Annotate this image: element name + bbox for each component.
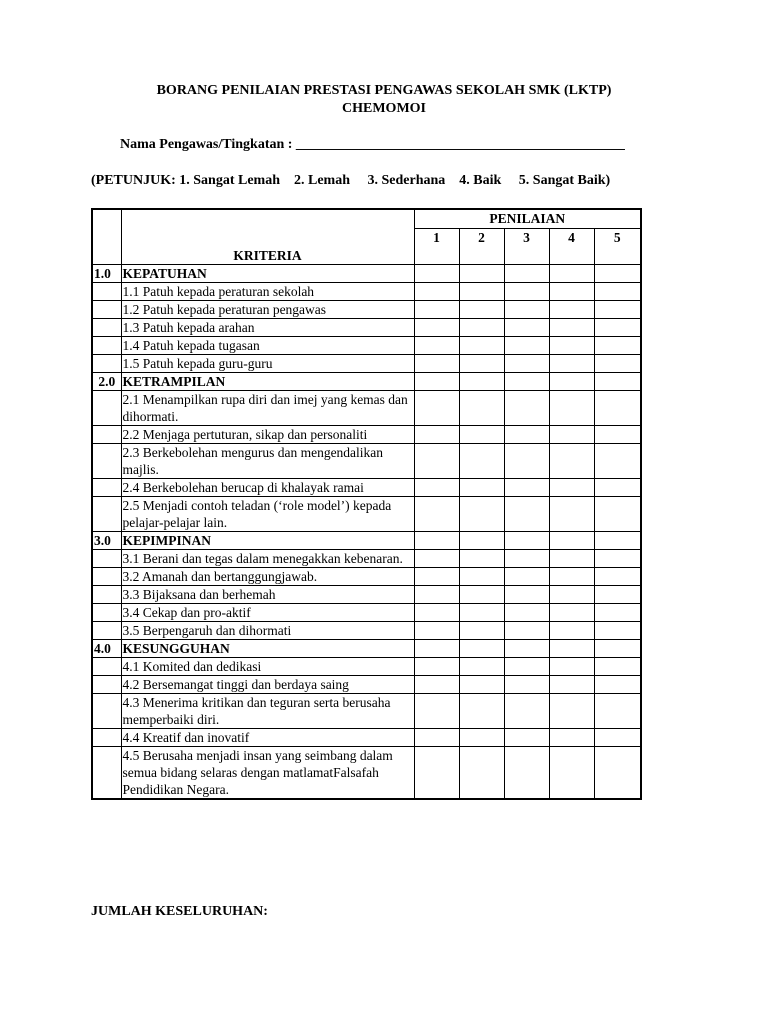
row-number	[92, 675, 121, 693]
criteria-row	[92, 549, 641, 567]
score-cell-5[interactable]	[594, 336, 641, 354]
score-cell-1[interactable]	[414, 300, 459, 318]
score-cell-2[interactable]	[459, 372, 504, 390]
row-number	[92, 282, 121, 300]
score-cell-5[interactable]	[594, 603, 641, 621]
row-number	[92, 390, 121, 425]
section-title: KESUNGGUHAN	[121, 639, 414, 657]
row-number	[92, 336, 121, 354]
criteria-row	[92, 657, 641, 675]
row-number	[92, 693, 121, 728]
row-number	[92, 621, 121, 639]
score-cell-5[interactable]	[594, 531, 641, 549]
score-cell-2[interactable]	[459, 728, 504, 746]
row-number	[92, 657, 121, 675]
score-cell-2[interactable]	[459, 675, 504, 693]
score-cell-4[interactable]	[549, 693, 594, 728]
score-cell-2[interactable]	[459, 639, 504, 657]
criteria-text: 2.3 Berkebolehan mengurus dan mengendalikan majlis.	[121, 443, 414, 478]
score-cell-3[interactable]	[504, 693, 549, 728]
score-cell-1[interactable]	[414, 282, 459, 300]
score-header-2: 2	[459, 228, 504, 264]
score-cell-3[interactable]	[504, 264, 549, 282]
criteria-row	[92, 675, 641, 693]
score-cell-4[interactable]	[549, 621, 594, 639]
score-cell-5[interactable]	[594, 425, 641, 443]
score-cell-4[interactable]	[549, 496, 594, 531]
score-cell-3[interactable]	[504, 585, 549, 603]
criteria-row	[92, 746, 641, 799]
score-cell-2[interactable]	[459, 425, 504, 443]
section-title: KEPIMPINAN	[121, 531, 414, 549]
criteria-row	[92, 621, 641, 639]
score-cell-5[interactable]	[594, 496, 641, 531]
score-cell-4[interactable]	[549, 675, 594, 693]
criteria-text: 2.4 Berkebolehan berucap di khalayak ramai	[121, 478, 414, 496]
score-cell-5[interactable]	[594, 443, 641, 478]
criteria-text: 4.4 Kreatif dan inovatif	[121, 728, 414, 746]
row-number: 2.0	[92, 372, 121, 390]
criteria-text: 2.5 Menjadi contoh teladan (‘role model’) kepada pelajar-pelajar lain.	[121, 496, 414, 531]
score-cell-1[interactable]	[414, 657, 459, 675]
score-cell-1[interactable]	[414, 746, 459, 799]
score-cell-2[interactable]	[459, 549, 504, 567]
score-cell-1[interactable]	[414, 318, 459, 336]
score-cell-4[interactable]	[549, 603, 594, 621]
section-title: KEPATUHAN	[121, 264, 414, 282]
score-cell-2[interactable]	[459, 496, 504, 531]
score-cell-5[interactable]	[594, 675, 641, 693]
row-number	[92, 746, 121, 799]
row-number	[92, 425, 121, 443]
total-score-label: JUMLAH KESELURUHAN:	[91, 904, 268, 919]
score-cell-3[interactable]	[504, 621, 549, 639]
score-cell-4[interactable]	[549, 549, 594, 567]
score-cell-3[interactable]	[504, 603, 549, 621]
criteria-row	[92, 336, 641, 354]
score-cell-5[interactable]	[594, 621, 641, 639]
score-cell-1[interactable]	[414, 496, 459, 531]
penilaian-header: PENILAIAN	[414, 209, 641, 228]
criteria-row	[92, 567, 641, 585]
score-cell-4[interactable]	[549, 318, 594, 336]
score-cell-2[interactable]	[459, 657, 504, 675]
section-title: KETRAMPILAN	[121, 372, 414, 390]
criteria-text: 3.2 Amanah dan bertanggungjawab.	[121, 567, 414, 585]
score-cell-3[interactable]	[504, 372, 549, 390]
score-cell-5[interactable]	[594, 728, 641, 746]
score-cell-3[interactable]	[504, 425, 549, 443]
score-cell-2[interactable]	[459, 531, 504, 549]
criteria-row	[92, 693, 641, 728]
score-cell-3[interactable]	[504, 354, 549, 372]
criteria-row	[92, 443, 641, 478]
criteria-text: 3.5 Berpengaruh dan dihormati	[121, 621, 414, 639]
score-cell-4[interactable]	[549, 264, 594, 282]
criteria-row	[92, 390, 641, 425]
score-cell-4[interactable]	[549, 300, 594, 318]
row-number: 4.0	[92, 639, 121, 657]
score-cell-3[interactable]	[504, 675, 549, 693]
score-cell-2[interactable]	[459, 300, 504, 318]
row-number	[92, 549, 121, 567]
score-cell-4[interactable]	[549, 336, 594, 354]
criteria-text: 4.3 Menerima kritikan dan teguran serta berusaha memperbaiki diri.	[121, 693, 414, 728]
section-row	[92, 639, 641, 657]
score-cell-2[interactable]	[459, 478, 504, 496]
score-cell-2[interactable]	[459, 282, 504, 300]
score-cell-4[interactable]	[549, 585, 594, 603]
score-cell-4[interactable]	[549, 282, 594, 300]
section-row	[92, 531, 641, 549]
score-cell-1[interactable]	[414, 264, 459, 282]
criteria-row	[92, 496, 641, 531]
criteria-row	[92, 282, 641, 300]
criteria-text: 3.1 Berani dan tegas dalam menegakkan kebenaran.	[121, 549, 414, 567]
score-cell-4[interactable]	[549, 531, 594, 549]
score-cell-1[interactable]	[414, 354, 459, 372]
criteria-row	[92, 300, 641, 318]
score-cell-1[interactable]	[414, 621, 459, 639]
score-cell-5[interactable]	[594, 354, 641, 372]
score-cell-1[interactable]	[414, 603, 459, 621]
row-number	[92, 496, 121, 531]
row-number	[92, 567, 121, 585]
score-cell-2[interactable]	[459, 390, 504, 425]
score-cell-4[interactable]	[549, 443, 594, 478]
score-cell-5[interactable]	[594, 478, 641, 496]
criteria-row	[92, 728, 641, 746]
row-number	[92, 478, 121, 496]
score-cell-2[interactable]	[459, 567, 504, 585]
score-cell-3[interactable]	[504, 567, 549, 585]
score-cell-3[interactable]	[504, 657, 549, 675]
score-cell-1[interactable]	[414, 728, 459, 746]
rating-instructions: (PETUNJUK: 1. Sangat Lemah 2. Lemah 3. Sederhana 4. Baik 5. Sangat Baik)	[91, 173, 611, 188]
score-cell-4[interactable]	[549, 390, 594, 425]
score-cell-1[interactable]	[414, 693, 459, 728]
criteria-text: 1.2 Patuh kepada peraturan pengawas	[121, 300, 414, 318]
score-cell-5[interactable]	[594, 639, 641, 657]
score-cell-5[interactable]	[594, 549, 641, 567]
criteria-text: 4.5 Berusaha menjadi insan yang seimbang dalam semua bidang selaras dengan matlamatFalsafah Pendidikan Negara.	[121, 746, 414, 799]
score-cell-4[interactable]	[549, 354, 594, 372]
name-class-field-label: Nama Pengawas/Tingkatan : _______________________________________________	[120, 137, 625, 152]
score-cell-3[interactable]	[504, 531, 549, 549]
score-cell-2[interactable]	[459, 354, 504, 372]
score-cell-2[interactable]	[459, 318, 504, 336]
score-cell-2[interactable]	[459, 603, 504, 621]
criteria-text: 1.5 Patuh kepada guru-guru	[121, 354, 414, 372]
section-row	[92, 264, 641, 282]
row-number	[92, 728, 121, 746]
row-number: 1.0	[92, 264, 121, 282]
criteria-text: 3.3 Bijaksana dan berhemah	[121, 585, 414, 603]
criteria-text: 3.4 Cekap dan pro-aktif	[121, 603, 414, 621]
score-cell-4[interactable]	[549, 728, 594, 746]
score-cell-5[interactable]	[594, 693, 641, 728]
form-title: BORANG PENILAIAN PRESTASI PENGAWAS SEKOLAH SMK (LKTP)	[156, 83, 612, 98]
row-number: 3.0	[92, 531, 121, 549]
score-cell-5[interactable]	[594, 390, 641, 425]
score-cell-3[interactable]	[504, 282, 549, 300]
score-cell-1[interactable]	[414, 675, 459, 693]
score-cell-1[interactable]	[414, 567, 459, 585]
criteria-text: 1.1 Patuh kepada peraturan sekolah	[121, 282, 414, 300]
score-cell-4[interactable]	[549, 567, 594, 585]
score-cell-5[interactable]	[594, 567, 641, 585]
score-cell-1[interactable]	[414, 443, 459, 478]
score-cell-3[interactable]	[504, 336, 549, 354]
criteria-row	[92, 585, 641, 603]
score-cell-4[interactable]	[549, 657, 594, 675]
criteria-text: 1.4 Patuh kepada tugasan	[121, 336, 414, 354]
number-header-cell	[92, 209, 121, 264]
score-cell-2[interactable]	[459, 621, 504, 639]
score-cell-1[interactable]	[414, 639, 459, 657]
row-number	[92, 443, 121, 478]
score-cell-3[interactable]	[504, 300, 549, 318]
score-cell-1[interactable]	[414, 390, 459, 425]
criteria-text: 2.1 Menampilkan rupa diri dan imej yang kemas dan dihormati.	[121, 390, 414, 425]
score-cell-4[interactable]	[549, 478, 594, 496]
score-cell-3[interactable]	[504, 443, 549, 478]
criteria-row	[92, 354, 641, 372]
row-number	[92, 603, 121, 621]
score-cell-1[interactable]	[414, 549, 459, 567]
score-cell-5[interactable]	[594, 300, 641, 318]
score-header-1: 1	[414, 228, 459, 264]
score-cell-5[interactable]	[594, 318, 641, 336]
score-cell-5[interactable]	[594, 585, 641, 603]
score-cell-3[interactable]	[504, 746, 549, 799]
criteria-text: 1.3 Patuh kepada arahan	[121, 318, 414, 336]
score-cell-2[interactable]	[459, 693, 504, 728]
criteria-text: 4.1 Komited dan dedikasi	[121, 657, 414, 675]
score-cell-2[interactable]	[459, 336, 504, 354]
score-cell-3[interactable]	[504, 549, 549, 567]
score-cell-2[interactable]	[459, 585, 504, 603]
score-cell-3[interactable]	[504, 639, 549, 657]
score-cell-5[interactable]	[594, 282, 641, 300]
form-title-school: CHEMOMOI	[342, 101, 426, 116]
score-cell-3[interactable]	[504, 728, 549, 746]
evaluation-table	[91, 208, 642, 800]
score-cell-5[interactable]	[594, 264, 641, 282]
score-cell-3[interactable]	[504, 390, 549, 425]
row-number	[92, 300, 121, 318]
score-cell-1[interactable]	[414, 425, 459, 443]
kriteria-header: KRITERIA	[121, 209, 414, 264]
score-cell-3[interactable]	[504, 478, 549, 496]
score-header-3: 3	[504, 228, 549, 264]
section-row	[92, 372, 641, 390]
score-cell-5[interactable]	[594, 657, 641, 675]
score-cell-3[interactable]	[504, 496, 549, 531]
score-cell-5[interactable]	[594, 746, 641, 799]
criteria-row	[92, 425, 641, 443]
score-cell-3[interactable]	[504, 318, 549, 336]
score-cell-2[interactable]	[459, 746, 504, 799]
criteria-text: 2.2 Menjaga pertuturan, sikap dan personaliti	[121, 425, 414, 443]
criteria-row	[92, 603, 641, 621]
score-cell-2[interactable]	[459, 264, 504, 282]
row-number	[92, 585, 121, 603]
score-header-4: 4	[549, 228, 594, 264]
criteria-row	[92, 478, 641, 496]
score-header-5: 5	[594, 228, 641, 264]
score-cell-5[interactable]	[594, 372, 641, 390]
score-cell-1[interactable]	[414, 372, 459, 390]
score-cell-4[interactable]	[549, 746, 594, 799]
score-cell-4[interactable]	[549, 372, 594, 390]
score-cell-4[interactable]	[549, 639, 594, 657]
score-cell-1[interactable]	[414, 336, 459, 354]
score-cell-2[interactable]	[459, 443, 504, 478]
score-cell-1[interactable]	[414, 478, 459, 496]
score-cell-1[interactable]	[414, 531, 459, 549]
criteria-row	[92, 318, 641, 336]
criteria-text: 4.2 Bersemangat tinggi dan berdaya saing	[121, 675, 414, 693]
row-number	[92, 318, 121, 336]
score-cell-4[interactable]	[549, 425, 594, 443]
score-cell-1[interactable]	[414, 585, 459, 603]
row-number	[92, 354, 121, 372]
